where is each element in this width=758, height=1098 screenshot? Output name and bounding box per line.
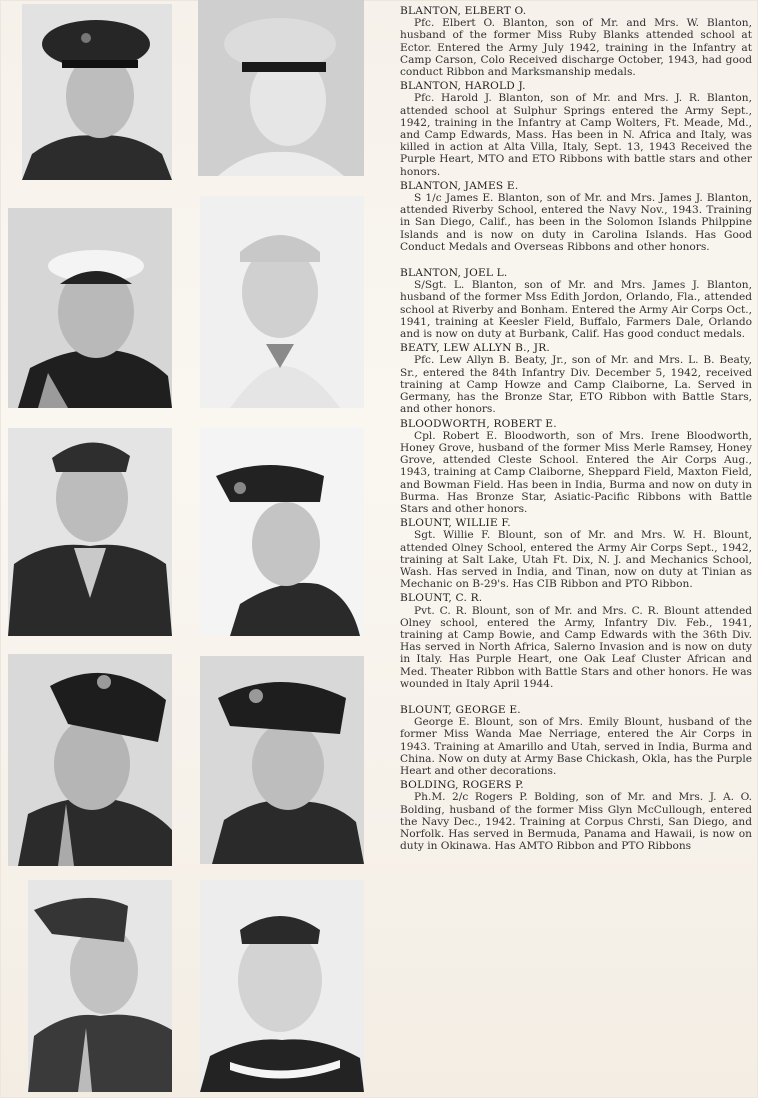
soldier-portrait-icon xyxy=(8,428,172,636)
service-records xyxy=(400,5,752,854)
entry-name: BLOUNT, C. R. xyxy=(400,592,483,605)
entry-blount-cr xyxy=(400,592,752,690)
portrait-photo-7 xyxy=(8,654,172,866)
entry-bloodworth-robert xyxy=(400,418,752,516)
entry-blanton-joel xyxy=(400,267,752,340)
entry-blanton-harold xyxy=(400,80,752,178)
entry-blount-george xyxy=(400,704,752,777)
soldier-portrait-icon xyxy=(200,428,364,636)
entry-bolding-rogers xyxy=(400,779,752,852)
entry-bio: Cpl. Robert E. Bloodworth, son of Mrs. Irene Bloodworth, Honey Grove, husband of the former Miss Merle Ramsey, Honey Grove, attended Cleste School. Entered the Air Corps Aug., 1943, training at Camp Claiborne, Sheppard Field, Maxton Field, and Bowman Field. Has been in India, Burma and now on duty in Burma. Has Bronze Star, Asiatic-Pacific Ribbons with Battle Stars and other honors. xyxy=(400,429,752,515)
entry-blanton-elbert xyxy=(400,5,752,78)
sailor-portrait-icon xyxy=(200,880,364,1092)
portrait-photo-10 xyxy=(200,880,364,1092)
portrait-photo-3 xyxy=(8,208,172,408)
entry-name: BLANTON, HAROLD J. xyxy=(400,80,526,93)
entry-bio: Ph.M. 2/c Rogers P. Bolding, son of Mr. and Mrs. J. A. O. Bolding, husband of the former Miss Glyn McCullough, entered the Navy Dec., 1942. Training at Corpus Chrsti, San Diego, and Norfolk. Has served in Bermuda, Panama and Hawaii, is now on duty in Okinawa. Has AMTO Ribbon and PTO Ribbons xyxy=(400,791,752,853)
soldier-portrait-icon xyxy=(200,196,364,408)
entry-blanton-james xyxy=(400,180,752,253)
soldier-portrait-icon xyxy=(22,4,172,180)
entry-beaty-lew xyxy=(400,342,752,415)
entry-bio: Pfc. Elbert O. Blanton, son of Mr. and Mrs. W. Blanton, husband of the former Miss Ruby Blanks attended school at Ector. Entered the Army July 1942, training in the Infantry at Camp Carson, Colo Received discharge October, 1943, had good conduct Ribbon and Marksmanship medals. xyxy=(400,17,752,79)
soldier-portrait-icon xyxy=(198,0,364,176)
entry-bio: Sgt. Willie F. Blount, son of Mr. and Mrs. W. H. Blount, attended Olney School, entered the Army Air Corps Sept., 1942, training at Salt Lake, Utah Ft. Dix, N. J. and Mechanics School, Wash. Has served in India, and Tinan, now on duty at Tinian as Mechanic on B-29's. Has CIB Ribbon and PTO Ribbon. xyxy=(400,529,752,591)
entry-name: BLANTON, JAMES E. xyxy=(400,179,519,192)
portrait-photo-5 xyxy=(8,428,172,636)
entry-name: BOLDING, ROGERS P. xyxy=(400,779,524,792)
soldier-portrait-icon xyxy=(200,656,364,864)
soldier-portrait-icon xyxy=(28,880,172,1092)
portrait-photo-4 xyxy=(200,196,364,408)
entry-bio: Pfc. Harold J. Blanton, son of Mr. and Mrs. J. R. Blanton, attended school at Sulphur Springs entered the Army Sept., 1942, training in the Infantry at Camp Wolters, Ft. Meade, Md., and Camp Edwards, Mass. Has been in N. Africa and Italy, was killed in action at Alta Villa, Italy, Sept. 13, 1943 Received the Purple Heart, MTO and ETO Ribbons with battle stars and other honors. xyxy=(400,92,752,178)
entry-bio: S/Sgt. L. Blanton, son of Mr. and Mrs. James J. Blanton, husband of the former Mss Edith Jordon, Orlando, Fla., attended school at Riverby and Bonham. Entered the Army Air Corps Oct., 1941, training at Keesler Field, Buffalo, Farmers Dale, Orlando and is now on duty at Burbank, Calif. Has good conduct medals. xyxy=(400,279,752,341)
entry-blount-willie xyxy=(400,517,752,590)
soldier-portrait-icon xyxy=(8,654,172,866)
entry-bio: George E. Blount, son of Mrs. Emily Blount, husband of the former Miss Wanda Mae Nerriage, entered the Air Corps in 1943. Training at Amarillo and Utah, served in India, Burma and China. Now on duty at Army Base Chickash, Okla, has the Purple Heart and other decorations. xyxy=(400,716,752,777)
entry-bio: Pvt. C. R. Blount, son of Mr. and Mrs. C. R. Blount attended Olney school, entered the Army, Infantry Div. Feb., 1941, training at Camp Bowie, and Camp Edwards with the 36th Div. Has served in North Africa, Salerno Invasion and is now on duty in Italy. Has Purple Heart, one Oak Leaf Cluster African and Med. Theater Ribbon with Battle Stars and other honors. He was wounded in Italy April 1944. xyxy=(400,604,752,690)
portrait-photo-2 xyxy=(198,0,364,176)
entry-name: BLOUNT, GEORGE E. xyxy=(400,703,521,716)
portrait-photo-1 xyxy=(22,4,172,180)
portrait-photo-6 xyxy=(200,428,364,636)
portrait-photo-8 xyxy=(200,656,364,864)
entry-bio: S 1/c James E. Blanton, son of Mr. and Mrs. James J. Blanton, attended Riverby School, entered the Navy Nov., 1943. Training in San Diego, Calif., has been in the Solomon Islands Philppine Islands and is now on duty in Carolina Islands. Has Good Conduct Medals and Overseas Ribbons and other honors. xyxy=(400,192,752,253)
portrait-photo-9 xyxy=(28,880,172,1092)
entry-bio: Pfc. Lew Allyn B. Beaty, Jr., son of Mr. and Mrs. L. B. Beaty, Sr., entered the 84th Infantry Div. December 5, 1942, received training at Camp Howze and Camp Claiborne, La. Served in Germany, has the Bronze Star, ETO Ribbon with Battle Stars, and other honors. xyxy=(400,354,752,416)
sailor-portrait-icon xyxy=(8,208,172,408)
entry-name: BLOODWORTH, ROBERT E. xyxy=(400,417,557,430)
entry-name: BLOUNT, WILLIE F. xyxy=(400,517,511,530)
entry-name: BLANTON, ELBERT O. xyxy=(400,5,527,17)
entry-name: BEATY, LEW ALLYN B., JR. xyxy=(400,342,550,355)
entry-name: BLANTON, JOEL L. xyxy=(400,267,508,280)
